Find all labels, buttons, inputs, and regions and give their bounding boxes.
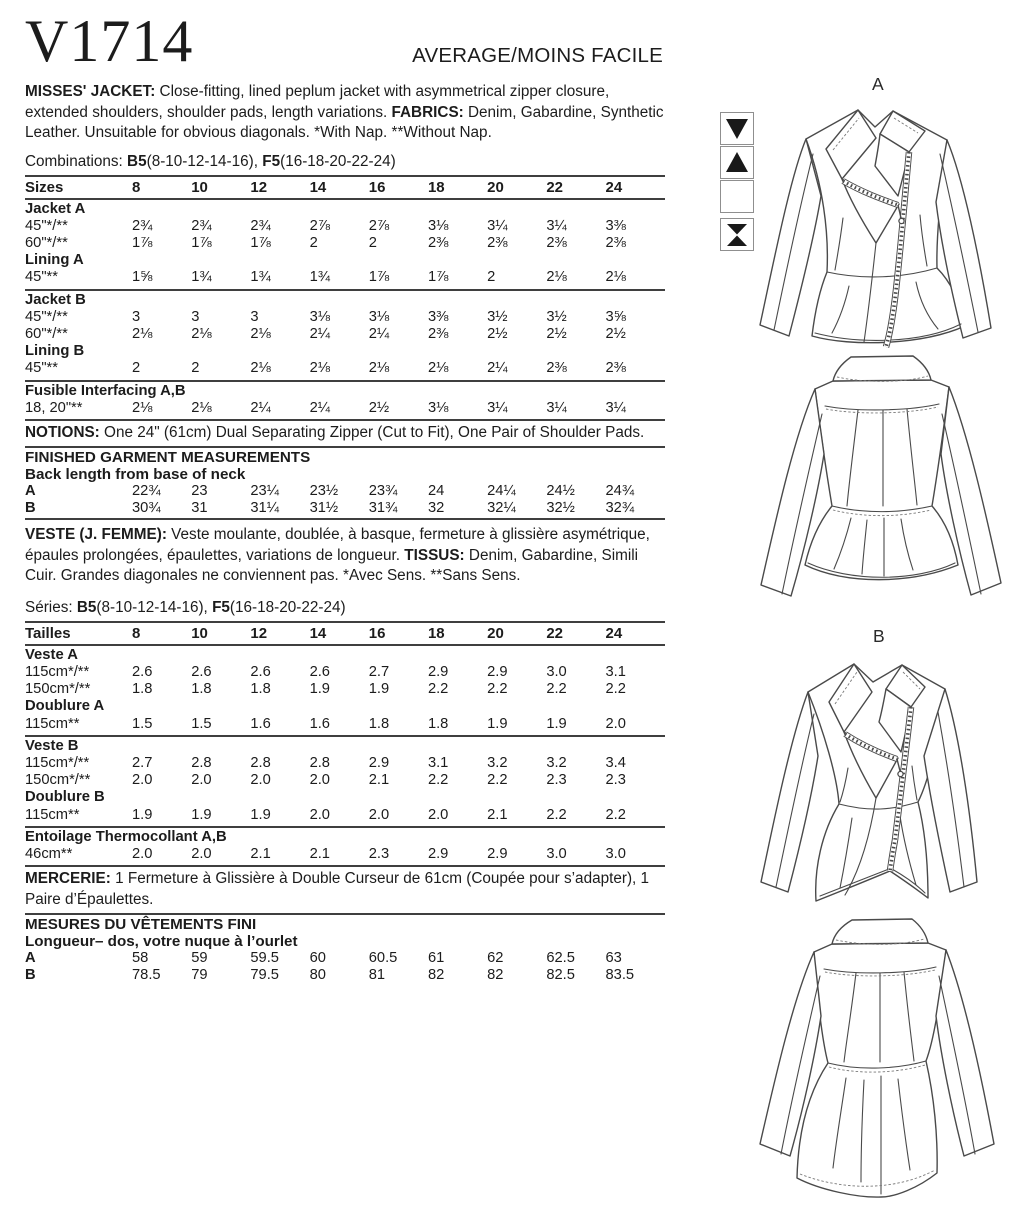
value-cell: 82 xyxy=(427,966,445,983)
text-segment: Séries: xyxy=(25,598,77,616)
group-title: Jacket A xyxy=(25,200,86,217)
value-cell: 3.2 xyxy=(546,755,567,772)
cut-with-nap-down-icon xyxy=(720,112,754,145)
value-cell: 2.6 xyxy=(132,664,153,681)
value-cell: 2.0 xyxy=(132,845,153,862)
value-cell: 2.9 xyxy=(427,845,449,862)
value-cell: 3¼ xyxy=(546,399,567,416)
pattern-number: V1714 xyxy=(25,8,194,74)
blank-cell xyxy=(720,180,754,213)
table-rule xyxy=(25,198,665,200)
column-header: 10 xyxy=(191,178,208,196)
value-cell: 2 xyxy=(487,269,496,286)
value-cell: 58 xyxy=(132,950,149,967)
column-header: 14 xyxy=(309,178,327,196)
value-cell: 63 xyxy=(605,950,622,967)
group-title: Lining A xyxy=(25,252,84,269)
group-title: Doublure A xyxy=(25,698,105,715)
nap-symbol-column xyxy=(720,112,754,252)
value-cell: 2⅛ xyxy=(309,360,330,377)
value-cell: 31¼ xyxy=(250,499,279,516)
text-segment: 1 Fermeture à Glissière à Double Curseur de 61cm (Coupée pour s’adapter), 1 Paire d’Épaulettes. xyxy=(25,870,650,908)
text-segment: B5 xyxy=(127,152,147,170)
text-segment: TISSUS: xyxy=(404,546,465,564)
value-cell: 79.5 xyxy=(250,966,279,983)
text-segment: Combinations: xyxy=(25,152,128,170)
text-segment: One 24" (61cm) Dual Separating Zipper (Cut to Fit), One Pair of Shoulder Pads. xyxy=(99,423,645,441)
row-label: 115cm*/** xyxy=(25,664,90,681)
combinations-line xyxy=(25,152,665,172)
value-cell: 79 xyxy=(191,966,208,983)
table-rule xyxy=(25,380,665,382)
value-cell: 81 xyxy=(368,966,386,983)
value-cell: 23½ xyxy=(309,483,339,500)
value-cell: 61 xyxy=(427,950,445,967)
value-cell: 2.7 xyxy=(132,755,153,772)
value-cell: 82.5 xyxy=(546,966,575,983)
value-cell: 30¾ xyxy=(132,499,161,516)
row-label: 150cm*/** xyxy=(25,772,91,789)
jacket-a-back-drawing xyxy=(745,352,1023,604)
jacket-b-back-drawing xyxy=(740,916,1024,1216)
row-label: 45"*/** xyxy=(25,217,68,234)
row-label: B xyxy=(25,966,36,983)
value-cell: 2⅛ xyxy=(250,326,271,342)
row-label: 150cm*/** xyxy=(25,681,91,698)
text-segment: Veste moulante, doublée, à basque, fermeture à glissière asymétrique, épaules prolongées, épaulettes, variations de longueur. xyxy=(25,526,650,564)
value-cell: 1¾ xyxy=(250,269,271,286)
value-cell: 1⅞ xyxy=(132,235,153,252)
value-cell: 2 xyxy=(132,360,141,377)
column-header: 18 xyxy=(427,624,445,642)
value-cell: 3¼ xyxy=(487,217,508,234)
value-cell: 2 xyxy=(191,360,200,377)
jacket-b-back-illustration xyxy=(740,916,1024,1216)
finished-measurements-title-en: FINISHED GARMENT MEASUREMENTS xyxy=(25,449,311,467)
column-header: 24 xyxy=(605,178,623,196)
value-cell: 22¾ xyxy=(132,483,161,500)
text-segment: B5 xyxy=(76,598,97,616)
value-cell: 2.3 xyxy=(368,845,390,862)
text-segment: MISSES' JACKET: xyxy=(25,83,156,100)
value-cell: 3⅛ xyxy=(368,308,390,325)
value-cell: 23 xyxy=(191,483,208,500)
value-cell: 3.4 xyxy=(605,755,626,772)
text-segment: Denim, Gabardine, Simili Cuir. Grandes diagonales ne conviennent pas. *Avec Sens. **Sans Sens. xyxy=(25,546,639,585)
group-title: Veste B xyxy=(25,737,79,754)
value-cell: 2⅛ xyxy=(132,399,153,416)
value-cell: 2¾ xyxy=(132,217,153,234)
value-cell: 1.6 xyxy=(309,715,330,732)
value-cell: 2.2 xyxy=(546,681,567,698)
value-cell: 2⅞ xyxy=(368,217,390,234)
value-cell: 1.8 xyxy=(191,681,212,698)
column-header: 22 xyxy=(546,178,563,196)
jacket-b-front-drawing xyxy=(740,650,1024,908)
value-cell: 1.8 xyxy=(250,681,271,698)
row-label: 45"*/** xyxy=(25,308,68,325)
yardage-table-french xyxy=(25,621,665,868)
value-cell: 2.3 xyxy=(546,772,567,789)
value-cell: 3¼ xyxy=(546,217,567,234)
value-cell: 80 xyxy=(309,966,326,983)
table-rule xyxy=(25,518,665,520)
view-a-label: A xyxy=(872,74,884,94)
value-cell: 2⅛ xyxy=(191,326,212,342)
table-rule xyxy=(25,865,665,867)
value-cell: 1.9 xyxy=(487,715,508,732)
value-cell: 82 xyxy=(487,966,504,983)
value-cell: 2.6 xyxy=(191,664,212,681)
value-cell: 2.1 xyxy=(309,845,330,862)
column-header: 12 xyxy=(250,624,268,642)
value-cell: 23¾ xyxy=(368,483,398,500)
column-header: Sizes xyxy=(25,178,64,196)
value-cell: 3⅝ xyxy=(605,308,626,325)
text-segment: Denim, Gabardine, Synthetic Leather. Unsuitable for obvious diagonals. *With Nap. **Without Nap. xyxy=(25,103,664,141)
jacket-b-front-illustration xyxy=(740,650,1024,908)
text-segment: (16-18-20-22-24) xyxy=(229,598,346,616)
table-rule xyxy=(25,644,665,646)
row-label: 60"*/** xyxy=(25,326,68,342)
finished-measurements-title-fr: MESURES DU VÊTEMENTS FINI xyxy=(25,916,257,934)
value-cell: 2⅜ xyxy=(605,235,626,252)
group-title: Fusible Interfacing A,B xyxy=(25,382,186,399)
value-cell: 2.0 xyxy=(191,845,212,862)
row-label: 18, 20"** xyxy=(25,399,83,416)
value-cell: 2.1 xyxy=(487,806,508,823)
column-header: 18 xyxy=(427,178,445,196)
value-cell: 1.5 xyxy=(191,715,212,732)
text-segment: VESTE (J. FEMME): xyxy=(25,526,167,544)
text-segment: (16-18-20-22-24) xyxy=(280,152,396,170)
row-label: 115cm*/** xyxy=(25,755,90,772)
value-cell: 2¼ xyxy=(368,326,390,342)
value-cell: 2½ xyxy=(546,326,567,342)
value-cell: 2.2 xyxy=(427,681,449,698)
value-cell: 2.2 xyxy=(605,806,626,823)
row-label: 115cm** xyxy=(25,806,80,823)
value-cell: 2.2 xyxy=(487,681,508,698)
jacket-a-back-illustration xyxy=(745,352,1023,604)
column-header: 8 xyxy=(132,624,141,642)
value-cell: 2⅞ xyxy=(309,217,330,234)
value-cell: 60 xyxy=(309,950,326,967)
group-title: Jacket B xyxy=(25,291,86,308)
finished-measurements-table-fr xyxy=(25,950,665,983)
value-cell: 3¼ xyxy=(605,399,626,416)
value-cell: 2.9 xyxy=(487,664,508,681)
value-cell: 2⅜ xyxy=(487,235,508,252)
value-cell: 1⅞ xyxy=(427,269,449,286)
table-rule xyxy=(25,419,665,421)
value-cell: 2⅛ xyxy=(546,269,567,286)
value-cell: 3.2 xyxy=(487,755,508,772)
value-cell: 2.3 xyxy=(605,772,626,789)
series-line xyxy=(25,598,665,618)
text-segment: FABRICS: xyxy=(391,103,464,121)
jacket-a-front-illustration xyxy=(755,90,1017,352)
value-cell: 3⅛ xyxy=(427,399,449,416)
row-label: 115cm** xyxy=(25,715,80,732)
value-cell: 2⅜ xyxy=(546,235,567,252)
value-cell: 3 xyxy=(132,308,141,325)
difficulty-rating: AVERAGE/MOINS FACILE xyxy=(412,44,663,67)
value-cell: 83.5 xyxy=(605,966,635,983)
value-cell: 2.2 xyxy=(487,772,508,789)
value-cell: 3⅜ xyxy=(605,217,626,234)
view-b-label: B xyxy=(873,626,885,646)
row-label: 45"** xyxy=(25,360,58,377)
text-segment: (8-10-12-14-16), xyxy=(146,152,263,170)
value-cell: 2.8 xyxy=(191,755,212,772)
value-cell: 2 xyxy=(309,235,318,252)
value-cell: 3¼ xyxy=(487,399,508,416)
value-cell: 2⅛ xyxy=(250,360,271,377)
yardage-table-english xyxy=(25,175,665,422)
value-cell: 2⅜ xyxy=(546,360,567,377)
value-cell: 3 xyxy=(191,308,200,325)
value-cell: 1.9 xyxy=(191,806,212,823)
value-cell: 2.0 xyxy=(309,806,330,823)
value-cell: 1.6 xyxy=(250,715,271,732)
value-cell: 1.9 xyxy=(546,715,567,732)
value-cell: 2.8 xyxy=(250,755,271,772)
value-cell: 1¾ xyxy=(191,269,212,286)
column-header: 22 xyxy=(546,624,563,642)
value-cell: 3⅛ xyxy=(427,217,449,234)
value-cell: 32½ xyxy=(546,499,575,516)
section-divider xyxy=(25,446,665,448)
illustration-column xyxy=(700,0,1024,1230)
value-cell: 1⅝ xyxy=(132,269,153,286)
value-cell: 3.0 xyxy=(546,845,567,862)
text-column xyxy=(25,0,665,983)
value-cell: 32¾ xyxy=(605,499,635,516)
value-cell: 32¼ xyxy=(487,499,516,516)
value-cell: 2.1 xyxy=(250,845,271,862)
finished-measurements-subtitle-en: Back length from base of neck xyxy=(25,465,246,483)
value-cell: 2⅛ xyxy=(191,399,212,416)
group-title: Veste A xyxy=(25,646,78,663)
value-cell: 1.8 xyxy=(368,715,390,732)
value-cell: 60.5 xyxy=(368,950,398,967)
value-cell: 3.1 xyxy=(605,664,626,681)
value-cell: 31¾ xyxy=(368,499,398,516)
value-cell: 2⅛ xyxy=(605,269,626,286)
value-cell: 2⅜ xyxy=(427,235,449,252)
row-label: B xyxy=(25,499,36,516)
value-cell: 2 xyxy=(368,235,377,252)
value-cell: 2.0 xyxy=(368,806,390,823)
value-cell: 2½ xyxy=(487,326,508,342)
text-segment: F5 xyxy=(262,152,281,170)
column-header: 14 xyxy=(309,624,327,642)
value-cell: 2.0 xyxy=(132,772,153,789)
value-cell: 2¼ xyxy=(309,399,330,416)
value-cell: 3½ xyxy=(546,308,567,325)
table-rule xyxy=(25,735,665,737)
value-cell: 24¼ xyxy=(487,483,516,500)
column-header: 16 xyxy=(368,624,386,642)
value-cell: 2.8 xyxy=(309,755,330,772)
value-cell: 62.5 xyxy=(546,950,575,967)
value-cell: 2.6 xyxy=(309,664,330,681)
description-english xyxy=(25,82,665,144)
description-french xyxy=(25,525,665,587)
value-cell: 2.2 xyxy=(605,681,626,698)
value-cell: 2.7 xyxy=(368,664,390,681)
value-cell: 1⅞ xyxy=(250,235,271,252)
value-cell: 3 xyxy=(250,308,259,325)
value-cell: 24¾ xyxy=(605,483,635,500)
group-title: Lining B xyxy=(25,343,85,360)
value-cell: 3½ xyxy=(487,308,508,325)
value-cell: 1¾ xyxy=(309,269,330,286)
text-segment: NOTIONS: xyxy=(25,423,100,441)
value-cell: 3.1 xyxy=(427,755,449,772)
value-cell: 24½ xyxy=(546,483,575,500)
row-label: A xyxy=(25,483,36,500)
value-cell: 3.0 xyxy=(546,664,567,681)
value-cell: 2½ xyxy=(605,326,626,342)
value-cell: 59.5 xyxy=(250,950,279,967)
value-cell: 1.8 xyxy=(132,681,153,698)
value-cell: 2⅜ xyxy=(427,326,449,342)
column-header: 12 xyxy=(250,178,268,196)
text-segment: MERCERIE: xyxy=(25,870,111,888)
value-cell: 2⅛ xyxy=(132,326,153,342)
row-label: 46cm** xyxy=(25,845,73,862)
value-cell: 24 xyxy=(427,483,445,500)
value-cell: 2.6 xyxy=(250,664,271,681)
value-cell: 59 xyxy=(191,950,208,967)
column-header: Tailles xyxy=(25,624,71,642)
value-cell: 2.0 xyxy=(309,772,330,789)
table-rule xyxy=(25,826,665,828)
value-cell: 2¾ xyxy=(191,217,212,234)
value-cell: 1.5 xyxy=(132,715,153,732)
value-cell: 23¼ xyxy=(250,483,279,500)
value-cell: 62 xyxy=(487,950,504,967)
value-cell: 32 xyxy=(427,499,445,516)
value-cell: 1.9 xyxy=(368,681,390,698)
row-label: A xyxy=(25,950,36,967)
value-cell: 2⅛ xyxy=(368,360,390,377)
value-cell: 1.9 xyxy=(132,806,153,823)
value-cell: 31½ xyxy=(309,499,339,516)
value-cell: 2.9 xyxy=(487,845,508,862)
group-title: Entoilage Thermocollant A,B xyxy=(25,828,227,845)
value-cell: 1.9 xyxy=(250,806,271,823)
text-segment: F5 xyxy=(212,598,230,616)
value-cell: 2½ xyxy=(368,399,390,416)
value-cell: 1⅞ xyxy=(368,269,390,286)
value-cell: 2⅛ xyxy=(427,360,449,377)
value-cell: 78.5 xyxy=(132,966,161,983)
cut-without-nap-icon xyxy=(720,218,754,251)
jacket-a-front-drawing xyxy=(755,90,1017,352)
column-header: 8 xyxy=(132,178,141,196)
row-label: 60"*/** xyxy=(25,235,68,252)
value-cell: 2¼ xyxy=(250,399,271,416)
column-header: 20 xyxy=(487,624,504,642)
cut-with-nap-up-icon xyxy=(720,146,754,179)
group-title: Doublure B xyxy=(25,789,105,806)
row-label: 45"** xyxy=(25,269,58,286)
value-cell: 2.0 xyxy=(427,806,449,823)
value-cell: 1.8 xyxy=(427,715,449,732)
table-rule xyxy=(25,289,665,291)
text-segment: Close-fitting, lined peplum jacket with asymmetrical zipper closure, extended shoulders, shoulder pads, length variations. xyxy=(25,83,610,121)
value-cell: 2¼ xyxy=(487,360,508,377)
value-cell: 2¼ xyxy=(309,326,330,342)
value-cell: 1.9 xyxy=(309,681,330,698)
column-header: 16 xyxy=(368,178,386,196)
value-cell: 2.0 xyxy=(605,715,626,732)
column-header: 24 xyxy=(605,624,623,642)
section-divider xyxy=(25,913,665,915)
value-cell: 2.9 xyxy=(368,755,390,772)
notions-paragraph xyxy=(25,423,665,444)
text-segment: (8-10-12-14-16), xyxy=(96,598,213,616)
value-cell: 3.0 xyxy=(605,845,626,862)
finished-measurements-subtitle-fr: Longueur– dos, votre nuque à l’ourlet xyxy=(25,932,298,950)
value-cell: 2.0 xyxy=(250,772,271,789)
value-cell: 3⅜ xyxy=(427,308,449,325)
value-cell: 2.9 xyxy=(427,664,449,681)
finished-measurements-table-en xyxy=(25,483,665,521)
column-header: 20 xyxy=(487,178,504,196)
value-cell: 2¾ xyxy=(250,217,271,234)
value-cell: 1⅞ xyxy=(191,235,212,252)
column-header: 10 xyxy=(191,624,208,642)
value-cell: 2.2 xyxy=(546,806,567,823)
value-cell: 2.2 xyxy=(427,772,449,789)
value-cell: 31 xyxy=(191,499,208,516)
mercerie-paragraph xyxy=(25,869,665,910)
value-cell: 2.0 xyxy=(191,772,212,789)
value-cell: 3⅛ xyxy=(309,308,330,325)
value-cell: 2.1 xyxy=(368,772,390,789)
value-cell: 2⅜ xyxy=(605,360,626,377)
